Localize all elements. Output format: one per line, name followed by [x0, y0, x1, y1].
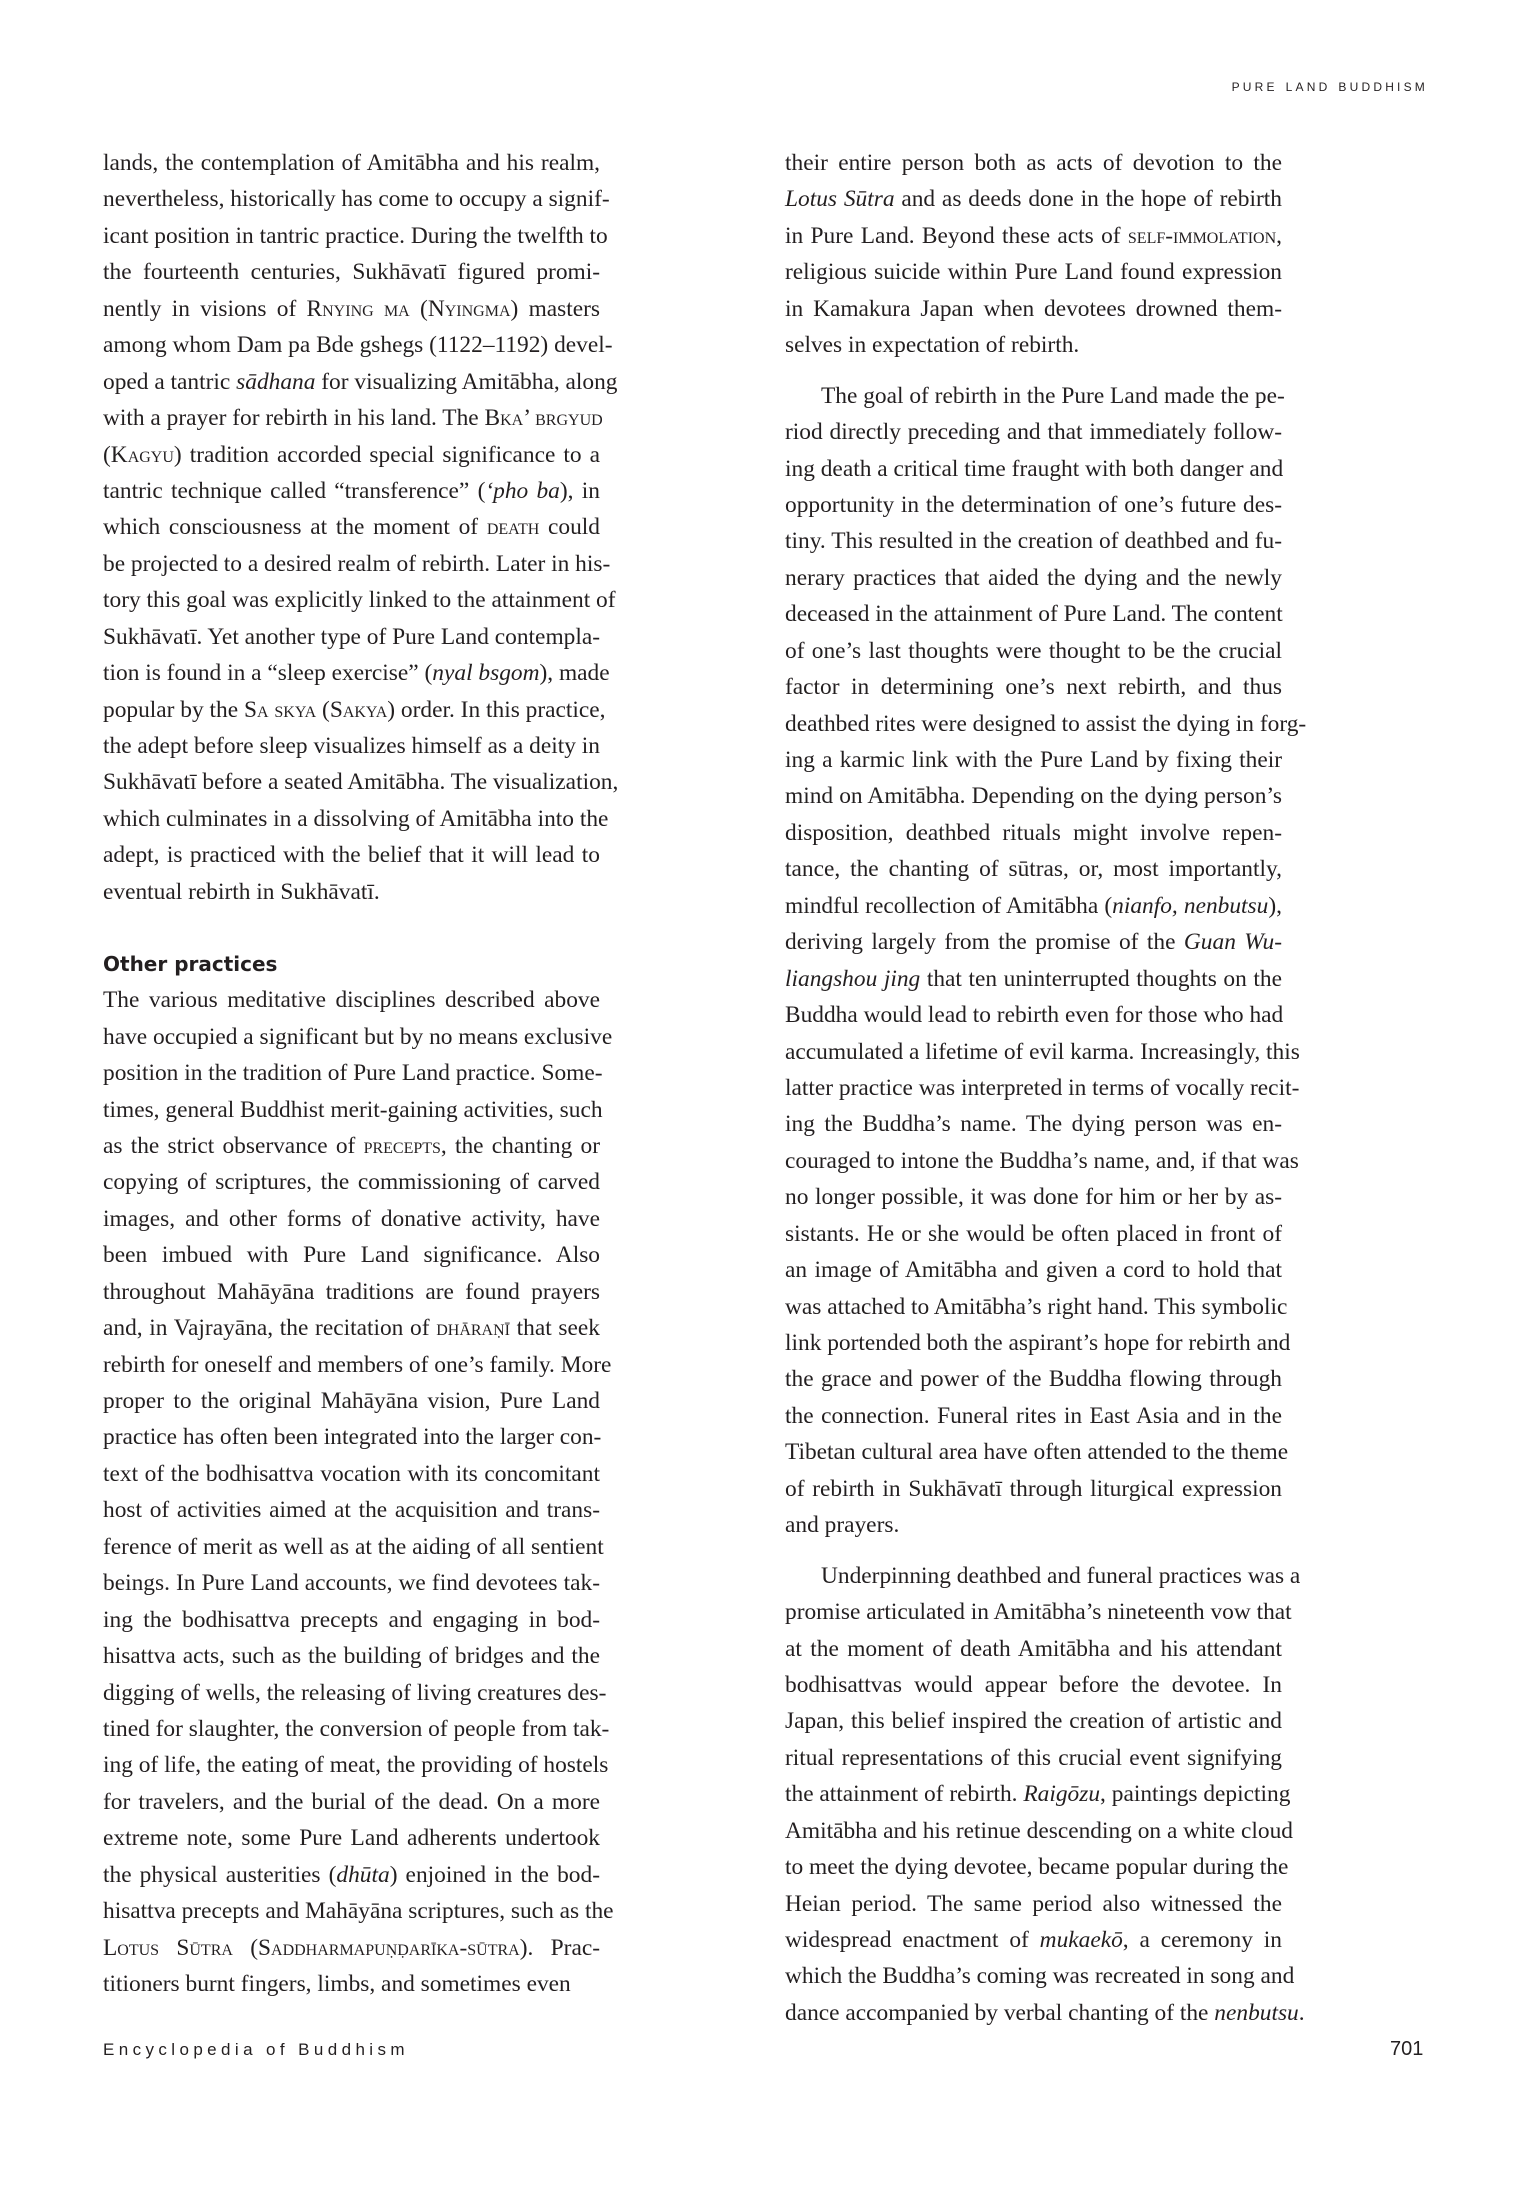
text-line: tiny. This resulted in the creation of deathbed and fu- — [785, 528, 1282, 555]
italic-term: dhūta — [336, 1861, 390, 1888]
text-line: host of activities aimed at the acquisition and trans- — [103, 1497, 600, 1524]
text-line: tion is found in a “sleep exercise” (nyal bsgom), made — [103, 660, 610, 687]
text-line: Sukhāvatī. Yet another type of Pure Land contempla- — [103, 623, 600, 650]
text-line: of rebirth in Sukhāvatī through liturgical expression — [785, 1475, 1282, 1502]
text-line: be projected to a desired realm of rebirth. Later in his- — [103, 550, 611, 577]
text-line: and prayers. — [785, 1512, 900, 1539]
text-line: bodhisattvas would appear before the devotee. In — [785, 1671, 1282, 1698]
text-line: opportunity in the determination of one’s future des- — [785, 491, 1282, 518]
text-line: The various meditative disciplines described above — [103, 987, 600, 1014]
italic-term: liangshou jing — [785, 965, 921, 992]
text-line: ing of life, the eating of meat, the providing of hostels — [103, 1752, 609, 1779]
paragraph — [785, 378, 1307, 1544]
text-line: Underpinning deathbed and funeral practices was a — [821, 1562, 1301, 1589]
text-line: nerary practices that aided the dying and the newly — [785, 564, 1282, 591]
italic-term: Guan Wu- — [1183, 929, 1282, 956]
text-line: ing the Buddha’s name. The dying person was en- — [785, 1111, 1282, 1138]
text-line: Buddha would lead to rebirth even for those who had — [785, 1002, 1284, 1029]
text-line: rebirth for oneself and members of one’s family. More — [103, 1351, 612, 1378]
text-line: as the strict observance of precepts, the chanting or — [103, 1132, 600, 1159]
text-line: tory this goal was explicitly linked to the attainment of — [103, 587, 616, 614]
small-caps-term: precepts — [363, 1132, 441, 1159]
text-line: in Pure Land. Beyond these acts of self-immolation, — [785, 222, 1282, 249]
text-line: ference of merit as well as at the aiding of all sentient — [103, 1533, 604, 1560]
footer-publication — [103, 2040, 409, 2060]
text-line: deriving largely from the promise of the Guan Wu- — [785, 929, 1282, 956]
text-line: icant position in tantric practice. During the twelfth to — [103, 222, 608, 249]
text-line: of one’s last thoughts were thought to be the crucial — [785, 637, 1282, 664]
paragraph-spacer — [785, 1544, 1282, 1558]
text-line: beings. In Pure Land accounts, we find devotees tak- — [103, 1570, 600, 1597]
text-line: liangshou jing that ten uninterrupted thoughts on the — [785, 965, 1282, 992]
text-line: the attainment of rebirth. Raigōzu, paintings depicting — [785, 1781, 1291, 1808]
text-line: Japan, this belief inspired the creation of artistic and — [785, 1708, 1282, 1735]
text-line: position in the tradition of Pure Land practice. Some- — [103, 1060, 603, 1087]
small-caps-term: Kagyu — [110, 441, 174, 468]
text-line: disposition, deathbed rituals might involve repen- — [785, 819, 1282, 846]
text-line: deathbed rites were designed to assist the dying in forg- — [785, 710, 1307, 737]
text-line: to meet the dying devotee, became popular during the — [785, 1854, 1289, 1881]
text-line: have occupied a significant but by no means exclusive — [103, 1023, 613, 1050]
text-line: the adept before sleep visualizes himself as a deity in — [103, 733, 600, 759]
paragraph — [103, 982, 614, 2002]
text-line: throughout Mahāyāna traditions are found prayers — [103, 1278, 600, 1305]
text-line: widespread enactment of mukaekō, a ceremony in — [785, 1927, 1282, 1953]
text-line: the grace and power of the Buddha flowing through — [785, 1366, 1282, 1393]
text-line: tance, the chanting of sūtras, or, most importantly, — [785, 856, 1282, 883]
small-caps-term: Nyingma — [427, 295, 511, 322]
text-line: among whom Dam pa Bde gshegs (1122–1192) devel- — [103, 332, 613, 359]
running-header — [1232, 76, 1428, 96]
text-line: ing a karmic link with the Pure Land by fixing their — [785, 747, 1282, 773]
paragraph — [785, 145, 1282, 364]
footer-publication-title: Encyclopedia of Buddhism — [103, 2040, 409, 2059]
text-line: proper to the original Mahāyāna vision, Pure Land — [103, 1388, 600, 1414]
small-caps-term: dhāraṇī — [436, 1315, 510, 1342]
text-line: deceased in the attainment of Pure Land. The content — [785, 601, 1283, 628]
text-line: extreme note, some Pure Land adherents undertook — [103, 1825, 600, 1852]
running-header-title: pure land buddhism — [1231, 76, 1428, 95]
text-line: practice has often been integrated into the larger con- — [103, 1424, 602, 1451]
text-line: adept, is practiced with the belief that it will lead to — [103, 842, 600, 869]
small-caps-term: Sa skya — [243, 696, 317, 723]
italic-term: mukaekō — [1039, 1927, 1123, 1953]
small-caps-term: Lotus Sūtra — [103, 1934, 233, 1961]
text-line: Lotus Sūtra and as deeds done in the hope of rebirth — [785, 186, 1282, 213]
text-line: link portended both the aspirant’s hope for rebirth and — [785, 1330, 1291, 1356]
text-line: ing death a critical time fraught with both danger and — [785, 455, 1284, 482]
text-line: times, general Buddhist merit-gaining activities, such — [103, 1096, 603, 1123]
text-line: Sukhāvatī before a seated Amitābha. The visualization, — [103, 769, 619, 796]
text-line: the fourteenth centuries, Sukhāvatī figured promi- — [103, 259, 600, 286]
text-line: mind on Amitābha. Depending on the dying person’s — [785, 783, 1282, 810]
text-line: tantric technique called “transference” (‘pho ba), in — [103, 477, 600, 504]
text-line: Tibetan cultural area have often attended to the theme — [785, 1439, 1289, 1466]
right-column — [785, 145, 1307, 2031]
text-line: popular by the Sa skya (Sakya) order. In this practice, — [103, 696, 606, 723]
text-line: sistants. He or she would be often placed in front of — [785, 1220, 1282, 1247]
small-caps-term: Bka’ brgyud — [484, 405, 603, 432]
text-line: (Kagyu) tradition accorded special significance to a — [103, 441, 600, 468]
text-line: selves in expectation of rebirth. — [785, 332, 1080, 359]
text-line: hisattva acts, such as the building of bridges and the — [103, 1643, 600, 1670]
text-line: which the Buddha’s coming was recreated in song and — [785, 1963, 1295, 1990]
text-line: ritual representations of this crucial event signifying — [785, 1744, 1282, 1771]
text-line: digging of wells, the releasing of living creatures des- — [103, 1679, 607, 1706]
small-caps-term: Rnying ma — [306, 295, 410, 322]
text-line: nently in visions of Rnying ma (Nyingma) masters — [103, 295, 601, 322]
paragraph — [103, 145, 619, 910]
text-line: for travelers, and the burial of the dead. On a more — [103, 1788, 600, 1815]
text-line: no longer possible, it was done for him or her by as- — [785, 1184, 1282, 1211]
text-line: oped a tantric sādhana for visualizing Amitābha, along — [103, 368, 618, 395]
small-caps-term: Sakya — [329, 696, 388, 723]
text-line: tined for slaughter, the conversion of people from tak- — [103, 1715, 610, 1742]
text-line: latter practice was interpreted in terms of vocally recit- — [785, 1074, 1300, 1101]
small-caps-term: Saddharmapuṇḍarīka-sūtra — [258, 1934, 520, 1961]
text-line: Amitābha and his retinue descending on a white cloud — [785, 1817, 1293, 1844]
paragraph-spacer — [785, 364, 1282, 378]
italic-term: nyal bsgom — [432, 660, 540, 687]
page-number: 701 — [1390, 2038, 1424, 2060]
text-line: ing the bodhisattva precepts and engaging in bod- — [103, 1606, 600, 1633]
small-caps-term: self-immolation — [1127, 222, 1277, 249]
text-line: dance accompanied by verbal chanting of the nenbutsu. — [785, 1999, 1305, 2026]
text-line: which culminates in a dissolving of Amitābha into the — [103, 805, 609, 832]
text-line: their entire person both as acts of devotion to the — [785, 150, 1282, 176]
text-line: couraged to intone the Buddha’s name, and, if that was — [785, 1147, 1299, 1174]
text-line: The goal of rebirth in the Pure Land made the pe- — [821, 382, 1285, 409]
text-line: with a prayer for rebirth in his land. The Bka’ brgyud — [103, 405, 603, 432]
italic-term: nenbutsu — [1214, 1999, 1299, 2026]
text-line: images, and other forms of donative activity, have — [103, 1205, 600, 1232]
text-line: hisattva precepts and Mahāyāna scriptures, such as the — [103, 1898, 614, 1925]
text-line: was attached to Amitābha’s right hand. This symbolic — [785, 1293, 1288, 1320]
italic-term: Lotus Sūtra — [785, 186, 895, 213]
italic-term: sādhana — [236, 368, 316, 395]
text-line: lands, the contemplation of Amitābha and his realm, — [103, 150, 600, 176]
text-line: religious suicide within Pure Land found expression — [785, 259, 1282, 286]
text-line: nevertheless, historically has come to occupy a signif- — [103, 186, 610, 213]
section-spacer — [103, 910, 600, 946]
text-line: factor in determining one’s next rebirth, and thus — [785, 674, 1282, 701]
text-line: riod directly preceding and that immediately follow- — [785, 419, 1282, 446]
text-line: at the moment of death Amitābha and his attendant — [785, 1635, 1282, 1662]
text-line: eventual rebirth in Sukhāvatī. — [103, 878, 380, 905]
text-line: copying of scriptures, the commissioning of carved — [103, 1169, 600, 1196]
left-column — [103, 145, 619, 2002]
text-line: Heian period. The same period also witnessed the — [785, 1890, 1282, 1917]
italic-term: ‘pho ba — [485, 477, 560, 504]
text-line: in Kamakura Japan when devotees drowned them- — [785, 295, 1282, 322]
paragraph — [785, 1558, 1305, 2032]
small-caps-term: death — [486, 514, 540, 541]
text-line: Lotus Sūtra (Saddharmapuṇḍarīka-sūtra). Prac- — [103, 1934, 600, 1961]
italic-term: Raigōzu — [1023, 1781, 1101, 1808]
text-line: mindful recollection of Amitābha (nianfo, nenbutsu), — [785, 892, 1282, 919]
text-line: been imbued with Pure Land significance. Also — [103, 1242, 600, 1269]
text-line: the physical austerities (dhūta) enjoined in the bod- — [103, 1861, 600, 1888]
text-line: text of the bodhisattva vocation with its concomitant — [103, 1460, 600, 1487]
text-line: and, in Vajrayāna, the recitation of dhāraṇī that seek — [103, 1315, 600, 1342]
text-line: which consciousness at the moment of death could — [103, 514, 600, 541]
italic-term: nianfo, nenbutsu — [1112, 892, 1269, 919]
text-line: titioners burnt fingers, limbs, and sometimes even — [103, 1971, 571, 1997]
text-line: the connection. Funeral rites in East Asia and in the — [785, 1402, 1282, 1429]
section-heading: Other practices — [103, 952, 278, 977]
text-line: an image of Amitābha and given a cord to hold that — [785, 1257, 1282, 1284]
text-line: accumulated a lifetime of evil karma. Increasingly, this — [785, 1038, 1300, 1065]
text-line: promise articulated in Amitābha’s nineteenth vow that — [785, 1599, 1292, 1626]
